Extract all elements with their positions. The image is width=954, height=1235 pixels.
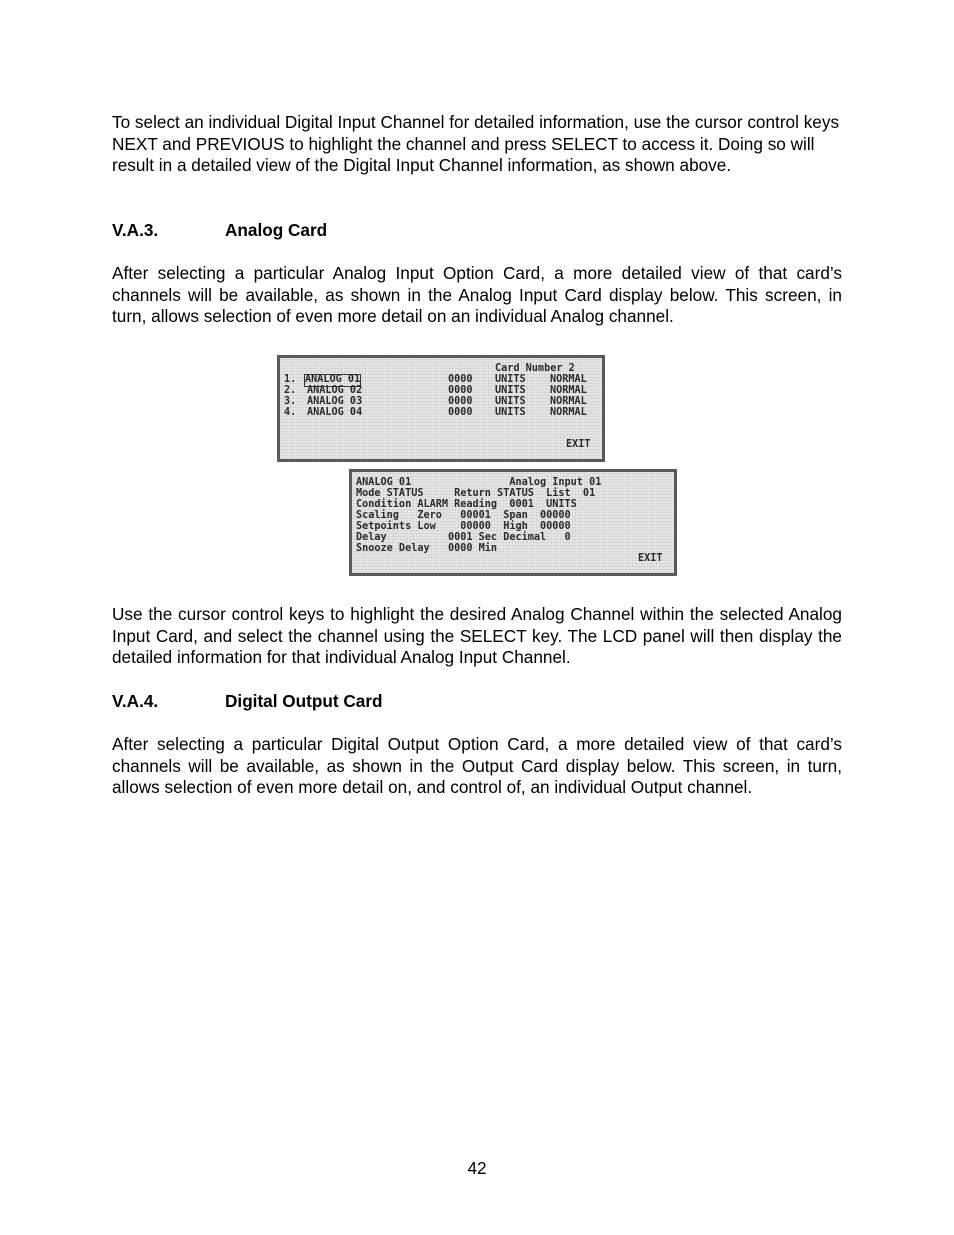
lcd-line: Condition ALARM Reading 0001 UNITS <box>356 499 577 510</box>
row-index: 1. <box>284 374 297 385</box>
row-status: NORMAL <box>550 374 587 385</box>
section-heading-digital-output <box>112 691 383 712</box>
lcd-analog-channel-detail <box>349 469 677 576</box>
analog-channel-paragraph: Use the cursor control keys to highlight the desired Analog Channel within the selected Analog Input Card, and select the channel using the SELECT key. The LCD panel will then display the detailed information for that individual Analog Input Channel. <box>112 604 842 668</box>
intro-paragraph: To select an individual Digital Input Channel for detailed information, use the cursor control keys NEXT and PREVIOUS to highlight the channel and press SELECT to access it. Doing so will result in a detailed view of the Digital Input Channel information, as shown above. <box>112 112 840 176</box>
section-title: Analog Card <box>225 220 328 240</box>
page-number: 42 <box>467 1158 487 1178</box>
analog-card-paragraph: After selecting a particular Analog Input Option Card, a more detailed view of that card’s channels will be available, as shown in the Analog Input Card display below. This screen, in turn, allows selection of even more detail on an individual Analog channel. <box>112 263 842 327</box>
digital-output-paragraph: After selecting a particular Digital Output Option Card, a more detailed view of that card’s channels will be available, as shown in the Output Card display below. This screen, in turn, allows selection of even more detail on, and control of, an individual Output channel. <box>112 734 842 798</box>
lcd-line: Scaling Zero 00001 Span 00000 <box>356 510 571 521</box>
lcd-exit-button[interactable]: EXIT <box>638 553 663 564</box>
row-index: 4. <box>284 407 297 418</box>
lcd-line: Mode STATUS Return STATUS List 01 <box>356 488 596 499</box>
lcd-line: Setpoints Low 00000 High 00000 <box>356 521 571 532</box>
lcd-line: Snooze Delay 0000 Min <box>356 543 498 554</box>
row-units: UNITS <box>495 385 526 396</box>
row-status: NORMAL <box>550 407 587 418</box>
row-value: 0000 <box>448 385 473 396</box>
row-index: 3. <box>284 396 297 407</box>
lcd-row-name[interactable]: ANALOG 04 <box>307 407 363 418</box>
lcd-row-name[interactable]: ANALOG 03 <box>307 396 363 407</box>
section-number: V.A.4. <box>112 691 159 711</box>
section-number: V.A.3. <box>112 220 159 240</box>
row-status: NORMAL <box>550 396 587 407</box>
row-units: UNITS <box>495 374 526 385</box>
row-units: UNITS <box>495 407 526 418</box>
lcd-line: ANALOG 01 Analog Input 01 <box>356 477 602 488</box>
row-index: 2. <box>284 385 297 396</box>
lcd-exit-button[interactable]: EXIT <box>566 439 591 450</box>
row-units: UNITS <box>495 396 526 407</box>
lcd-row <box>284 375 296 386</box>
lcd-card-number: Card Number 2 <box>495 363 575 374</box>
lcd-line: Delay 0001 Sec Decimal 0 <box>356 532 571 543</box>
section-heading-analog-card <box>112 220 327 241</box>
row-value: 0000 <box>448 407 473 418</box>
lcd-analog-card-display <box>277 355 605 462</box>
section-title: Digital Output Card <box>225 691 383 711</box>
row-value: 0000 <box>448 396 473 407</box>
row-status: NORMAL <box>550 385 587 396</box>
lcd-row-name[interactable]: ANALOG 02 <box>307 385 363 396</box>
row-value: 0000 <box>448 374 473 385</box>
lcd-row-name-highlighted[interactable]: ANALOG 01 <box>305 374 361 385</box>
